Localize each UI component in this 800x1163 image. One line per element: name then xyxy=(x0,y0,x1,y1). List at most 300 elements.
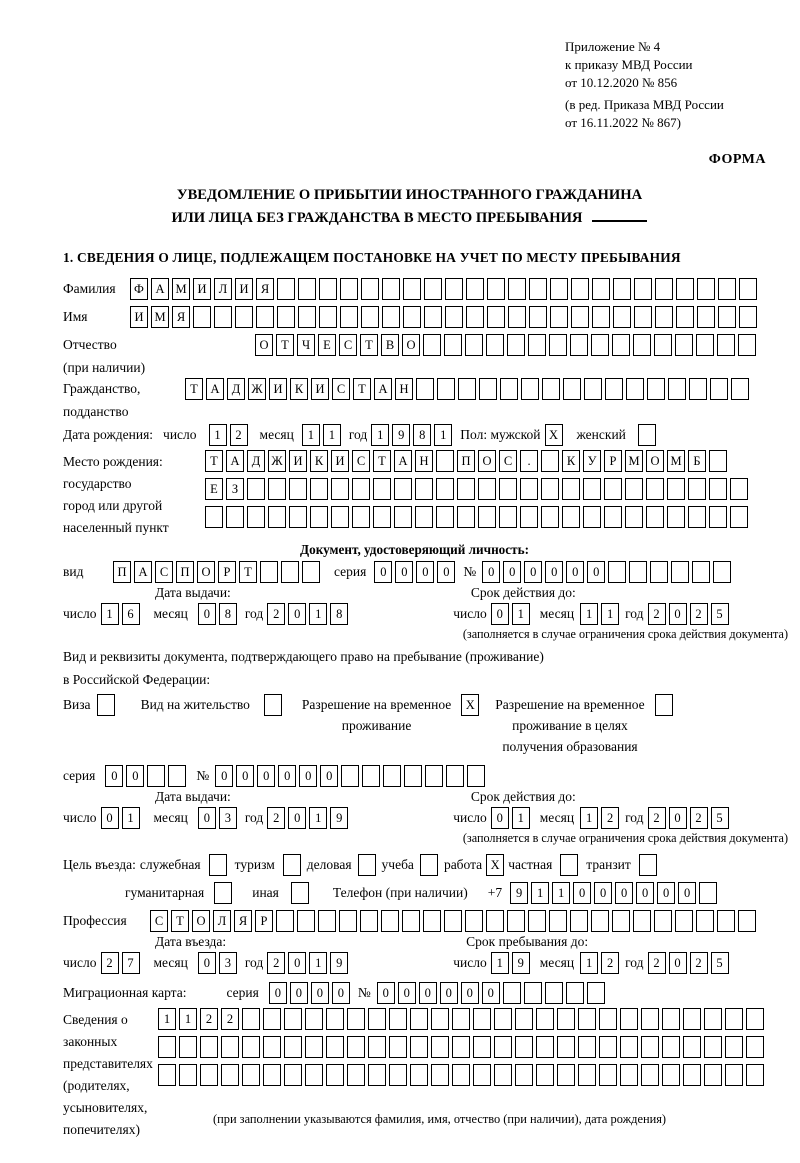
char-box[interactable] xyxy=(297,910,315,932)
char-box[interactable] xyxy=(410,1008,428,1030)
char-box[interactable] xyxy=(629,561,647,583)
char-box[interactable]: 0 xyxy=(482,982,500,1004)
char-box[interactable]: 2 xyxy=(221,1008,239,1030)
char-box[interactable]: А xyxy=(226,450,244,472)
char-box[interactable] xyxy=(524,982,542,1004)
char-box[interactable] xyxy=(310,478,328,500)
char-box[interactable] xyxy=(452,1008,470,1030)
char-box[interactable]: А xyxy=(374,378,392,400)
char-box[interactable]: 0 xyxy=(278,765,296,787)
char-box[interactable]: Т xyxy=(185,378,203,400)
char-box[interactable]: 2 xyxy=(601,807,619,829)
char-box[interactable] xyxy=(410,1036,428,1058)
char-box[interactable]: 7 xyxy=(122,952,140,974)
char-box[interactable] xyxy=(641,1064,659,1086)
char-box[interactable]: 0 xyxy=(524,561,542,583)
char-box[interactable]: А xyxy=(394,450,412,472)
char-box[interactable] xyxy=(560,854,578,876)
char-box[interactable] xyxy=(529,306,547,328)
char-box[interactable]: 1 xyxy=(302,424,320,446)
migration-series-input[interactable] xyxy=(269,982,350,1004)
char-box[interactable] xyxy=(578,1036,596,1058)
char-box[interactable]: Д xyxy=(247,450,265,472)
char-box[interactable] xyxy=(264,694,282,716)
char-box[interactable] xyxy=(478,478,496,500)
char-box[interactable] xyxy=(499,506,517,528)
char-box[interactable]: П xyxy=(176,561,194,583)
char-box[interactable] xyxy=(520,506,538,528)
char-box[interactable]: С xyxy=(332,378,350,400)
char-box[interactable]: 0 xyxy=(398,982,416,1004)
char-box[interactable]: О xyxy=(192,910,210,932)
char-box[interactable]: 2 xyxy=(230,424,248,446)
char-box[interactable] xyxy=(235,306,253,328)
char-box[interactable]: О xyxy=(402,334,420,356)
char-box[interactable]: О xyxy=(255,334,273,356)
char-box[interactable] xyxy=(683,1036,701,1058)
char-box[interactable] xyxy=(193,306,211,328)
char-box[interactable] xyxy=(179,1064,197,1086)
char-box[interactable]: Т xyxy=(239,561,257,583)
char-box[interactable]: А xyxy=(151,278,169,300)
char-box[interactable] xyxy=(352,506,370,528)
char-box[interactable] xyxy=(578,1008,596,1030)
char-box[interactable] xyxy=(394,506,412,528)
char-box[interactable] xyxy=(263,1008,281,1030)
char-box[interactable] xyxy=(739,306,757,328)
char-box[interactable] xyxy=(358,854,376,876)
char-box[interactable] xyxy=(521,378,539,400)
char-box[interactable] xyxy=(634,278,652,300)
char-box[interactable] xyxy=(704,1064,722,1086)
representatives-row1-input[interactable] xyxy=(158,1008,764,1030)
char-box[interactable] xyxy=(507,334,525,356)
char-box[interactable] xyxy=(425,765,443,787)
char-box[interactable]: 2 xyxy=(101,952,119,974)
char-box[interactable] xyxy=(570,910,588,932)
char-box[interactable] xyxy=(541,506,559,528)
birthplace-row1-input[interactable] xyxy=(205,450,748,472)
char-box[interactable]: У xyxy=(583,450,601,472)
char-box[interactable] xyxy=(305,1036,323,1058)
char-box[interactable] xyxy=(326,1008,344,1030)
char-box[interactable]: И xyxy=(193,278,211,300)
char-box[interactable] xyxy=(415,506,433,528)
birthdate-day-input[interactable] xyxy=(209,424,248,446)
char-box[interactable] xyxy=(717,334,735,356)
char-box[interactable]: Я xyxy=(172,306,190,328)
residence-number-input[interactable] xyxy=(215,765,485,787)
char-box[interactable] xyxy=(424,306,442,328)
char-box[interactable]: 2 xyxy=(267,603,285,625)
char-box[interactable] xyxy=(529,278,547,300)
entry-month-input[interactable] xyxy=(198,952,237,974)
char-box[interactable] xyxy=(730,478,748,500)
char-box[interactable]: 1 xyxy=(512,603,530,625)
char-box[interactable] xyxy=(415,478,433,500)
char-box[interactable] xyxy=(383,765,401,787)
char-box[interactable]: И xyxy=(269,378,287,400)
char-box[interactable] xyxy=(361,306,379,328)
char-box[interactable] xyxy=(604,478,622,500)
visa-checkbox[interactable] xyxy=(97,694,115,716)
char-box[interactable] xyxy=(550,306,568,328)
char-box[interactable] xyxy=(667,506,685,528)
char-box[interactable]: X xyxy=(545,424,563,446)
char-box[interactable]: 0 xyxy=(269,982,287,1004)
char-box[interactable] xyxy=(247,478,265,500)
char-box[interactable] xyxy=(641,1036,659,1058)
char-box[interactable] xyxy=(352,478,370,500)
char-box[interactable] xyxy=(655,306,673,328)
char-box[interactable]: Т xyxy=(373,450,391,472)
char-box[interactable] xyxy=(373,478,391,500)
char-box[interactable] xyxy=(508,306,526,328)
char-box[interactable] xyxy=(361,278,379,300)
char-box[interactable] xyxy=(226,506,244,528)
char-box[interactable] xyxy=(507,910,525,932)
char-box[interactable]: Б xyxy=(688,450,706,472)
char-box[interactable] xyxy=(437,378,455,400)
char-box[interactable]: Т xyxy=(171,910,189,932)
char-box[interactable] xyxy=(205,506,223,528)
char-box[interactable] xyxy=(718,278,736,300)
char-box[interactable] xyxy=(402,910,420,932)
char-box[interactable]: Л xyxy=(214,278,232,300)
char-box[interactable] xyxy=(221,1036,239,1058)
char-box[interactable]: О xyxy=(646,450,664,472)
char-box[interactable]: 0 xyxy=(374,561,392,583)
char-box[interactable] xyxy=(381,910,399,932)
firstname-input[interactable] xyxy=(130,306,757,328)
char-box[interactable] xyxy=(608,561,626,583)
char-box[interactable] xyxy=(268,506,286,528)
char-box[interactable]: 2 xyxy=(267,952,285,974)
char-box[interactable]: Р xyxy=(218,561,236,583)
char-box[interactable]: 5 xyxy=(711,603,729,625)
char-box[interactable] xyxy=(697,306,715,328)
char-box[interactable] xyxy=(689,378,707,400)
char-box[interactable]: 1 xyxy=(531,882,549,904)
char-box[interactable] xyxy=(725,1064,743,1086)
doc-valid-year-input[interactable] xyxy=(648,603,729,625)
char-box[interactable] xyxy=(289,478,307,500)
profession-input[interactable] xyxy=(150,910,756,932)
char-box[interactable] xyxy=(457,478,475,500)
char-box[interactable] xyxy=(341,765,359,787)
char-box[interactable]: М xyxy=(151,306,169,328)
char-box[interactable]: 1 xyxy=(601,603,619,625)
char-box[interactable] xyxy=(289,506,307,528)
char-box[interactable] xyxy=(291,882,309,904)
char-box[interactable] xyxy=(214,306,232,328)
char-box[interactable] xyxy=(467,765,485,787)
char-box[interactable] xyxy=(654,334,672,356)
char-box[interactable]: 1 xyxy=(580,807,598,829)
char-box[interactable] xyxy=(515,1036,533,1058)
char-box[interactable] xyxy=(612,910,630,932)
char-box[interactable]: 0 xyxy=(437,561,455,583)
char-box[interactable] xyxy=(326,1064,344,1086)
char-box[interactable] xyxy=(473,1036,491,1058)
char-box[interactable]: 9 xyxy=(510,882,528,904)
doc-number-input[interactable] xyxy=(482,561,731,583)
char-box[interactable] xyxy=(725,1008,743,1030)
char-box[interactable] xyxy=(709,478,727,500)
char-box[interactable] xyxy=(503,982,521,1004)
char-box[interactable] xyxy=(520,478,538,500)
char-box[interactable] xyxy=(562,478,580,500)
char-box[interactable] xyxy=(466,278,484,300)
patronymic-input[interactable] xyxy=(255,334,756,356)
char-box[interactable] xyxy=(566,982,584,1004)
char-box[interactable] xyxy=(697,278,715,300)
char-box[interactable] xyxy=(641,1008,659,1030)
char-box[interactable] xyxy=(331,478,349,500)
char-box[interactable] xyxy=(362,765,380,787)
char-box[interactable] xyxy=(647,378,665,400)
char-box[interactable] xyxy=(591,910,609,932)
char-box[interactable]: 2 xyxy=(200,1008,218,1030)
char-box[interactable] xyxy=(431,1064,449,1086)
char-box[interactable]: Я xyxy=(256,278,274,300)
char-box[interactable] xyxy=(549,334,567,356)
char-box[interactable] xyxy=(612,334,630,356)
char-box[interactable]: 0 xyxy=(101,807,119,829)
char-box[interactable]: И xyxy=(311,378,329,400)
char-box[interactable] xyxy=(699,882,717,904)
char-box[interactable] xyxy=(746,1008,764,1030)
char-box[interactable] xyxy=(486,910,504,932)
char-box[interactable] xyxy=(331,506,349,528)
char-box[interactable]: К xyxy=(310,450,328,472)
char-box[interactable] xyxy=(382,278,400,300)
purpose-other-checkbox[interactable] xyxy=(291,882,309,904)
char-box[interactable]: И xyxy=(130,306,148,328)
char-box[interactable]: 0 xyxy=(198,603,216,625)
stay-day-input[interactable] xyxy=(491,952,530,974)
char-box[interactable] xyxy=(423,910,441,932)
char-box[interactable] xyxy=(360,910,378,932)
char-box[interactable]: 1 xyxy=(371,424,389,446)
char-box[interactable]: 1 xyxy=(580,603,598,625)
char-box[interactable]: В xyxy=(381,334,399,356)
char-box[interactable] xyxy=(214,882,232,904)
char-box[interactable] xyxy=(452,1064,470,1086)
char-box[interactable] xyxy=(494,1036,512,1058)
char-box[interactable]: 0 xyxy=(461,982,479,1004)
char-box[interactable]: 0 xyxy=(311,982,329,1004)
char-box[interactable]: 8 xyxy=(330,603,348,625)
char-box[interactable] xyxy=(709,506,727,528)
char-box[interactable]: 0 xyxy=(416,561,434,583)
char-box[interactable] xyxy=(591,334,609,356)
char-box[interactable] xyxy=(562,506,580,528)
char-box[interactable]: 0 xyxy=(288,603,306,625)
char-box[interactable] xyxy=(473,1008,491,1030)
char-box[interactable]: 0 xyxy=(395,561,413,583)
char-box[interactable] xyxy=(584,378,602,400)
char-box[interactable] xyxy=(541,450,559,472)
char-box[interactable] xyxy=(710,378,728,400)
char-box[interactable] xyxy=(487,278,505,300)
char-box[interactable] xyxy=(738,910,756,932)
char-box[interactable]: 0 xyxy=(126,765,144,787)
char-box[interactable]: 0 xyxy=(440,982,458,1004)
char-box[interactable] xyxy=(158,1036,176,1058)
char-box[interactable] xyxy=(284,1064,302,1086)
char-box[interactable]: Т xyxy=(360,334,378,356)
char-box[interactable]: 0 xyxy=(198,807,216,829)
char-box[interactable] xyxy=(458,378,476,400)
char-box[interactable] xyxy=(242,1008,260,1030)
char-box[interactable] xyxy=(284,1036,302,1058)
char-box[interactable] xyxy=(242,1036,260,1058)
char-box[interactable]: К xyxy=(290,378,308,400)
char-box[interactable] xyxy=(242,1064,260,1086)
char-box[interactable]: 9 xyxy=(330,807,348,829)
char-box[interactable] xyxy=(515,1008,533,1030)
char-box[interactable] xyxy=(260,561,278,583)
char-box[interactable] xyxy=(147,765,165,787)
char-box[interactable] xyxy=(302,561,320,583)
char-box[interactable]: О xyxy=(197,561,215,583)
doc-issue-day-input[interactable] xyxy=(101,603,140,625)
char-box[interactable] xyxy=(542,378,560,400)
char-box[interactable] xyxy=(268,478,286,500)
char-box[interactable] xyxy=(389,1008,407,1030)
char-box[interactable] xyxy=(738,334,756,356)
char-box[interactable] xyxy=(536,1064,554,1086)
char-box[interactable] xyxy=(424,278,442,300)
char-box[interactable]: Р xyxy=(604,450,622,472)
char-box[interactable]: 3 xyxy=(219,807,237,829)
char-box[interactable] xyxy=(605,378,623,400)
char-box[interactable] xyxy=(563,378,581,400)
char-box[interactable]: 0 xyxy=(573,882,591,904)
char-box[interactable]: К xyxy=(562,450,580,472)
sex-female-checkbox[interactable] xyxy=(638,424,656,446)
char-box[interactable] xyxy=(633,910,651,932)
char-box[interactable] xyxy=(557,1064,575,1086)
char-box[interactable] xyxy=(340,278,358,300)
char-box[interactable] xyxy=(613,306,631,328)
char-box[interactable]: А xyxy=(206,378,224,400)
char-box[interactable]: 0 xyxy=(678,882,696,904)
birthplace-row3-input[interactable] xyxy=(205,506,748,528)
char-box[interactable] xyxy=(731,378,749,400)
char-box[interactable]: 5 xyxy=(711,952,729,974)
char-box[interactable] xyxy=(319,278,337,300)
doc-issue-month-input[interactable] xyxy=(198,603,237,625)
char-box[interactable] xyxy=(499,478,517,500)
char-box[interactable] xyxy=(578,1064,596,1086)
char-box[interactable] xyxy=(557,1008,575,1030)
char-box[interactable]: 0 xyxy=(566,561,584,583)
doc-series-input[interactable] xyxy=(374,561,455,583)
char-box[interactable] xyxy=(688,506,706,528)
purpose-private-checkbox[interactable] xyxy=(560,854,578,876)
char-box[interactable] xyxy=(626,378,644,400)
birthdate-year-input[interactable] xyxy=(371,424,452,446)
char-box[interactable] xyxy=(200,1036,218,1058)
char-box[interactable]: 0 xyxy=(290,982,308,1004)
char-box[interactable] xyxy=(550,278,568,300)
char-box[interactable] xyxy=(256,306,274,328)
entry-year-input[interactable] xyxy=(267,952,348,974)
char-box[interactable] xyxy=(646,478,664,500)
char-box[interactable]: 1 xyxy=(101,603,119,625)
char-box[interactable] xyxy=(445,278,463,300)
char-box[interactable] xyxy=(557,1036,575,1058)
char-box[interactable] xyxy=(277,278,295,300)
residence-issue-month-input[interactable] xyxy=(198,807,237,829)
char-box[interactable]: П xyxy=(457,450,475,472)
doc-valid-month-input[interactable] xyxy=(580,603,619,625)
char-box[interactable]: 0 xyxy=(491,807,509,829)
char-box[interactable] xyxy=(431,1036,449,1058)
char-box[interactable]: 2 xyxy=(267,807,285,829)
char-box[interactable]: 1 xyxy=(552,882,570,904)
purpose-tourism-checkbox[interactable] xyxy=(283,854,301,876)
char-box[interactable]: Т xyxy=(276,334,294,356)
char-box[interactable] xyxy=(725,1036,743,1058)
char-box[interactable]: О xyxy=(478,450,496,472)
char-box[interactable] xyxy=(571,278,589,300)
char-box[interactable] xyxy=(281,561,299,583)
char-box[interactable] xyxy=(528,910,546,932)
char-box[interactable] xyxy=(625,478,643,500)
char-box[interactable] xyxy=(404,765,422,787)
char-box[interactable] xyxy=(739,278,757,300)
char-box[interactable] xyxy=(457,506,475,528)
char-box[interactable] xyxy=(444,334,462,356)
representatives-row2-input[interactable] xyxy=(158,1036,764,1058)
birthplace-row2-input[interactable] xyxy=(205,478,748,500)
char-box[interactable] xyxy=(487,306,505,328)
temp-residence-checkbox[interactable] xyxy=(461,694,479,716)
char-box[interactable] xyxy=(662,1036,680,1058)
char-box[interactable]: Е xyxy=(318,334,336,356)
char-box[interactable]: 3 xyxy=(219,952,237,974)
char-box[interactable]: 0 xyxy=(545,561,563,583)
doc-issue-year-input[interactable] xyxy=(267,603,348,625)
char-box[interactable]: X xyxy=(461,694,479,716)
char-box[interactable]: 0 xyxy=(636,882,654,904)
char-box[interactable]: 1 xyxy=(179,1008,197,1030)
char-box[interactable]: М xyxy=(667,450,685,472)
char-box[interactable] xyxy=(718,306,736,328)
surname-input[interactable] xyxy=(130,278,757,300)
char-box[interactable] xyxy=(634,306,652,328)
residence-valid-month-input[interactable] xyxy=(580,807,619,829)
char-box[interactable] xyxy=(446,765,464,787)
char-box[interactable] xyxy=(592,278,610,300)
char-box[interactable] xyxy=(466,306,484,328)
char-box[interactable] xyxy=(298,306,316,328)
char-box[interactable] xyxy=(347,1036,365,1058)
char-box[interactable] xyxy=(319,306,337,328)
char-box[interactable] xyxy=(599,1036,617,1058)
char-box[interactable]: 0 xyxy=(215,765,233,787)
char-box[interactable]: Л xyxy=(213,910,231,932)
char-box[interactable]: С xyxy=(499,450,517,472)
char-box[interactable] xyxy=(310,506,328,528)
char-box[interactable]: 0 xyxy=(587,561,605,583)
purpose-work-checkbox[interactable] xyxy=(486,854,504,876)
char-box[interactable] xyxy=(340,306,358,328)
char-box[interactable] xyxy=(583,478,601,500)
